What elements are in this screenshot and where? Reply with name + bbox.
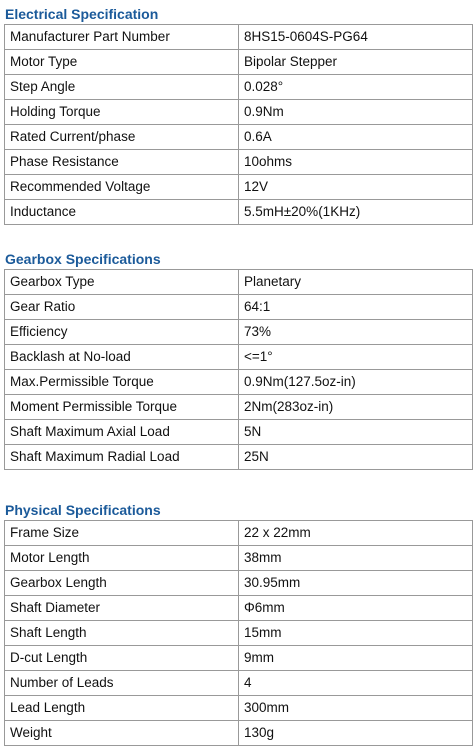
spec-value: 9mm <box>239 646 473 671</box>
spec-row <box>5 571 473 596</box>
spec-value: 12V <box>239 175 473 200</box>
spec-label: Holding Torque <box>5 100 239 125</box>
spec-value: 5.5mH±20%(1KHz) <box>239 200 473 225</box>
spec-value: 8HS15-0604S-PG64 <box>239 25 473 50</box>
spec-label: Shaft Maximum Radial Load <box>5 445 239 470</box>
spec-value: 10ohms <box>239 150 473 175</box>
physical-spec-section <box>0 500 476 746</box>
spec-value: 0.028° <box>239 75 473 100</box>
spec-label: Inductance <box>5 200 239 225</box>
spec-label: Shaft Diameter <box>5 596 239 621</box>
spec-row <box>5 125 473 150</box>
spec-label: Efficiency <box>5 320 239 345</box>
spec-row <box>5 25 473 50</box>
spec-row <box>5 420 473 445</box>
spec-value: 64:1 <box>239 295 473 320</box>
spec-label: Shaft Length <box>5 621 239 646</box>
spec-label: Motor Type <box>5 50 239 75</box>
spec-label: D-cut Length <box>5 646 239 671</box>
spec-label: Recommended Voltage <box>5 175 239 200</box>
gearbox-spec-table <box>4 269 473 470</box>
spec-value: 22 x 22mm <box>239 521 473 546</box>
electrical-spec-table <box>4 24 473 225</box>
spec-value: 2Nm(283oz-in) <box>239 395 473 420</box>
spec-value: 0.9Nm(127.5oz-in) <box>239 370 473 395</box>
spec-row <box>5 345 473 370</box>
spec-label: Max.Permissible Torque <box>5 370 239 395</box>
spec-row <box>5 150 473 175</box>
gearbox-spec-section <box>0 249 476 470</box>
spec-row <box>5 671 473 696</box>
spec-label: Rated Current/phase <box>5 125 239 150</box>
spec-value: Planetary <box>239 270 473 295</box>
spec-row <box>5 320 473 345</box>
spec-label: Number of Leads <box>5 671 239 696</box>
spec-row <box>5 200 473 225</box>
spec-label: Shaft Maximum Axial Load <box>5 420 239 445</box>
spec-label: Gearbox Length <box>5 571 239 596</box>
spec-value: 73% <box>239 320 473 345</box>
spec-label: Manufacturer Part Number <box>5 25 239 50</box>
section-title-physical: Physical Specifications <box>5 502 161 518</box>
spec-value: 0.9Nm <box>239 100 473 125</box>
spec-value: 25N <box>239 445 473 470</box>
spec-label: Backlash at No-load <box>5 345 239 370</box>
spec-row <box>5 596 473 621</box>
spec-row <box>5 370 473 395</box>
spec-row <box>5 696 473 721</box>
spec-value: 5N <box>239 420 473 445</box>
spec-value: Bipolar Stepper <box>239 50 473 75</box>
spec-row <box>5 270 473 295</box>
spec-row <box>5 395 473 420</box>
spec-row <box>5 175 473 200</box>
spec-row <box>5 100 473 125</box>
spec-row <box>5 721 473 746</box>
electrical-spec-section <box>0 4 476 225</box>
spec-value: 38mm <box>239 546 473 571</box>
physical-spec-table <box>4 520 473 746</box>
spec-value: Φ6mm <box>239 596 473 621</box>
spec-label: Weight <box>5 721 239 746</box>
spec-row <box>5 521 473 546</box>
spec-label: Step Angle <box>5 75 239 100</box>
spec-value: 30.95mm <box>239 571 473 596</box>
section-title-electrical: Electrical Specification <box>5 6 159 22</box>
spec-row <box>5 546 473 571</box>
spec-value: <=1° <box>239 345 473 370</box>
spec-value: 15mm <box>239 621 473 646</box>
spec-value: 300mm <box>239 696 473 721</box>
section-title-gearbox: Gearbox Specifications <box>5 251 161 267</box>
spec-row <box>5 295 473 320</box>
spec-label: Gear Ratio <box>5 295 239 320</box>
spec-value: 0.6A <box>239 125 473 150</box>
spec-row <box>5 621 473 646</box>
spec-label: Phase Resistance <box>5 150 239 175</box>
spec-value: 130g <box>239 721 473 746</box>
spec-label: Frame Size <box>5 521 239 546</box>
spec-label: Lead Length <box>5 696 239 721</box>
spec-value: 4 <box>239 671 473 696</box>
spec-row <box>5 75 473 100</box>
spec-label: Motor Length <box>5 546 239 571</box>
spec-label: Moment Permissible Torque <box>5 395 239 420</box>
spec-row <box>5 646 473 671</box>
spec-row <box>5 445 473 470</box>
spec-label: Gearbox Type <box>5 270 239 295</box>
spec-row <box>5 50 473 75</box>
